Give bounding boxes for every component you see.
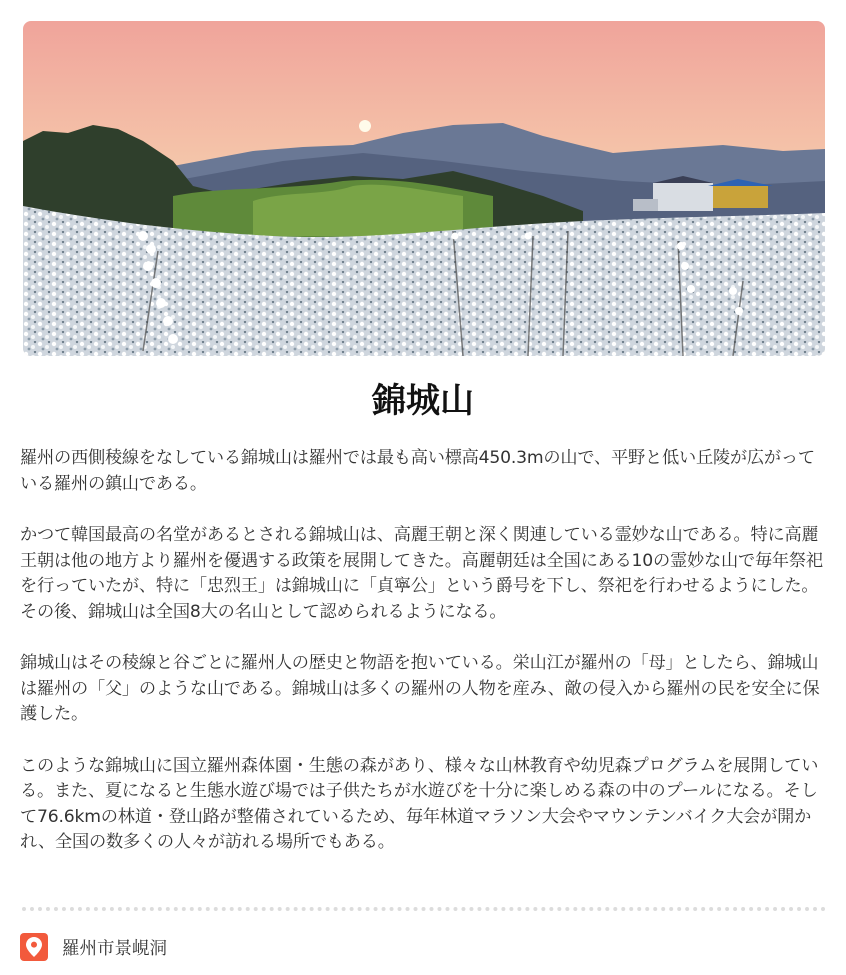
description-paragraph: かつて韓国最高の名堂があるとされる錦城山は、高麗王朝と深く関連している霊妙な山である。特に高麗王朝は他の地方より羅州を優遇する政策を展開してきた。高麗朝廷は全国にある10の霊妙な山で毎年祭祀を行っていたが、特に「忠烈王」は錦城山に「貞寧公」という爵号を下し、祭祀を行わせるようにした。その後、錦城山は全国8大の名山として認められるようになる。 — [20, 525, 823, 622]
dotted-divider — [22, 907, 826, 911]
location-row — [20, 932, 167, 962]
description-paragraph: 錦城山はその稜線と谷ごとに羅州人の歴史と物語を抱いている。栄山江が羅州の「母」としたら、錦城山は羅州の「父」のような山である。錦城山は多くの羅州の人物を産み、敵の侵入から羅州の民を安全に保護した。 — [20, 653, 820, 724]
description — [20, 446, 830, 882]
landscape-photo — [23, 21, 825, 356]
map-pin-icon — [20, 933, 48, 961]
page-title: 錦城山 — [372, 381, 474, 421]
hero-image — [23, 21, 825, 356]
location-text: 羅州市景峴洞 — [62, 938, 167, 959]
description-paragraph: このような錦城山に国立羅州森体園・生態の森があり、様々な山林教育や幼児森プログラムを展開している。また、夏になると生態水遊び場では子供たちが水遊びを十分に楽しめる森の中のプールになる。そして76.6kmの林道・登山路が整備されているため、毎年林道マラソン大会やマウンテンバイク大会が開かれ、全国の数多くの人々が訪れる場所でもある。 — [20, 755, 819, 852]
description-paragraph: 羅州の西側稜線をなしている錦城山は羅州では最も高い標高450.3mの山で、平野と低い丘陵が広がっている羅州の鎮山である。 — [20, 448, 815, 494]
